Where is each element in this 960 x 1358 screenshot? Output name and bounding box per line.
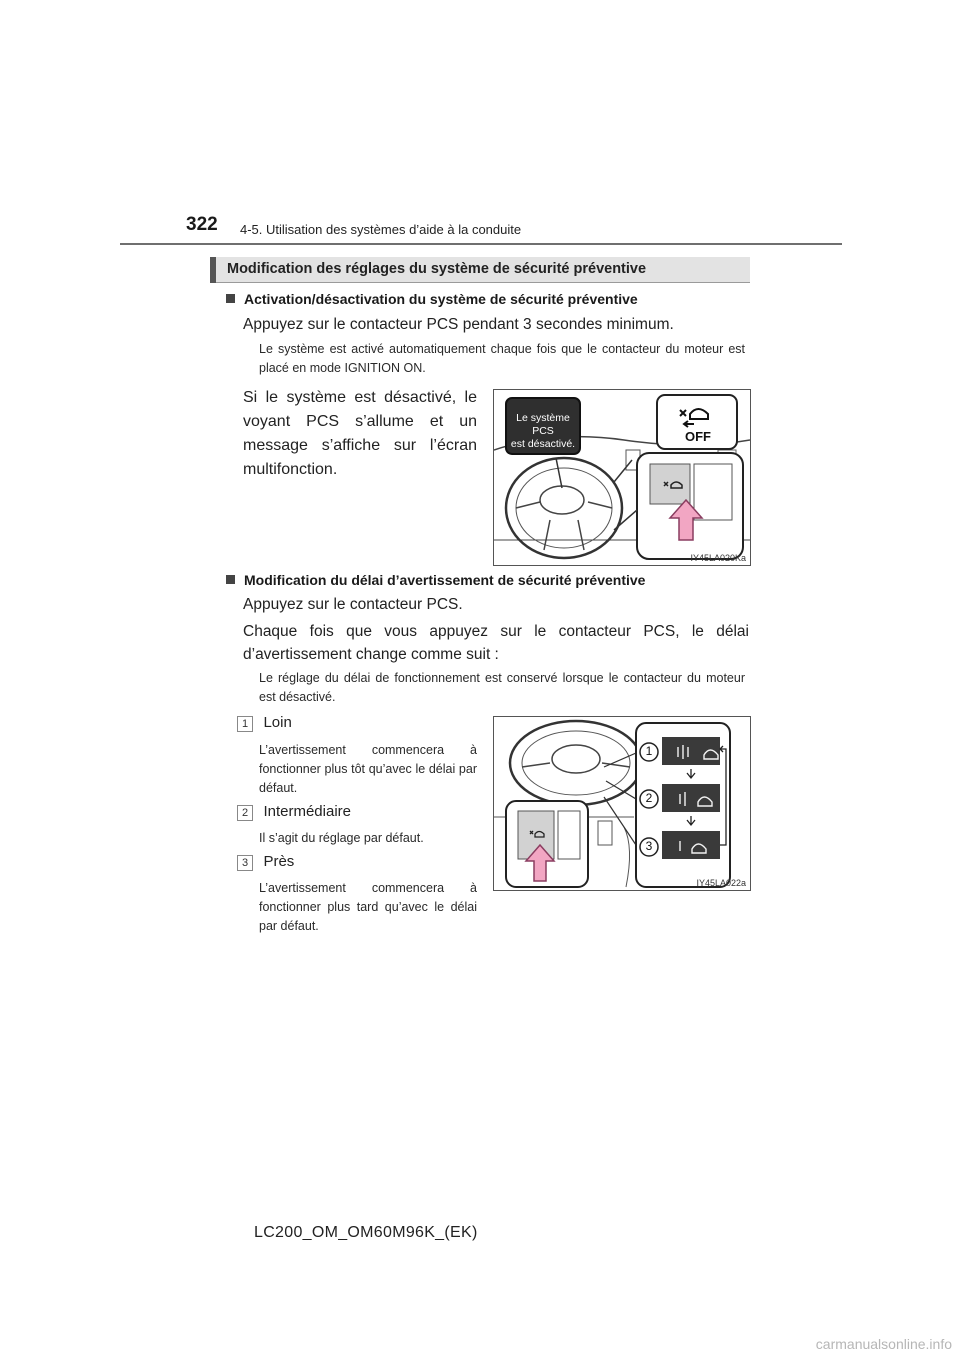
square-bullet-icon [226, 294, 235, 303]
document-code: LC200_OM_OM60M96K_(EK) [254, 1224, 478, 1241]
timing-item-2 [237, 803, 351, 821]
item-desc-2: Il s’agit du réglage par défaut. [259, 831, 424, 845]
figure-label-2: 2 [645, 791, 653, 805]
timing-item-1 [237, 714, 292, 732]
section-title-bar [210, 257, 750, 283]
item-number-1: 1 [237, 716, 253, 732]
bubble-line-1: Le système PCS [516, 412, 570, 437]
figure-label-3: 3 [645, 839, 653, 853]
figure-label-1: 1 [645, 744, 653, 758]
watermark-text: carmanualsonline.info [815, 1336, 952, 1352]
figure-code: IY45LA020Ka [690, 553, 746, 563]
timing-heading-text: Modification du délai d’avertissement de sécurité préventive [244, 572, 646, 588]
setting-display-near [662, 831, 720, 859]
pcs-off-figure [493, 389, 751, 566]
header-divider [120, 243, 842, 245]
bubble-message [508, 412, 578, 451]
chapter-title: 4-5. Utilisation des systèmes d’aide à la conduite [240, 222, 522, 237]
setting-display-middle [662, 784, 720, 812]
timing-note: Le réglage du délai de fonctionnement est conservé lorsque le contacteur du moteur est désactivé. [259, 671, 745, 704]
setting-display-far [662, 737, 720, 765]
activation-description: Si le système est désactivé, le voyant PCS s’allume et un message s’affiche sur l’écran multifonction. [243, 389, 477, 478]
activation-heading-text: Activation/désactivation du système de sécurité préventive [244, 291, 638, 307]
timing-instruction-1: Appuyez sur le contacteur PCS. [243, 596, 463, 613]
figure-code: IY45LA022a [696, 878, 746, 888]
item-desc-1: L’avertissement commencera à fonctionner plus tôt qu’avec le délai par défaut. [259, 743, 477, 795]
warning-timing-illustration [494, 717, 750, 890]
item-number-2: 2 [237, 805, 253, 821]
timing-heading [226, 572, 645, 588]
item-title-3: Près [263, 853, 295, 870]
activation-note: Le système est activé automatiquement chaque fois que le contacteur du moteur est placé en mode IGNITION ON. [259, 342, 745, 375]
section-title: Modification des réglages du système de sécurité préventive [227, 261, 647, 277]
timing-item-3 [237, 853, 294, 871]
off-indicator-label: OFF [685, 429, 711, 444]
square-bullet-icon [226, 575, 235, 584]
item-desc-3: L’avertissement commencera à fonctionner plus tard qu’avec le délai par défaut. [259, 881, 477, 933]
timing-instruction-2: Chaque fois que vous appuyez sur le contacteur PCS, le délai d’avertissement change comme suit : [243, 623, 749, 663]
item-number-3: 3 [237, 855, 253, 871]
item-title-1: Loin [263, 714, 292, 731]
item-title-2: Intermédiaire [263, 803, 351, 820]
warning-timing-figure [493, 716, 751, 891]
activation-heading [226, 291, 638, 307]
activation-instruction: Appuyez sur le contacteur PCS pendant 3 secondes minimum. [243, 316, 674, 333]
section-accent [210, 257, 216, 283]
bubble-line-2: est désactivé. [510, 438, 576, 450]
page-number: 322 [186, 214, 218, 235]
